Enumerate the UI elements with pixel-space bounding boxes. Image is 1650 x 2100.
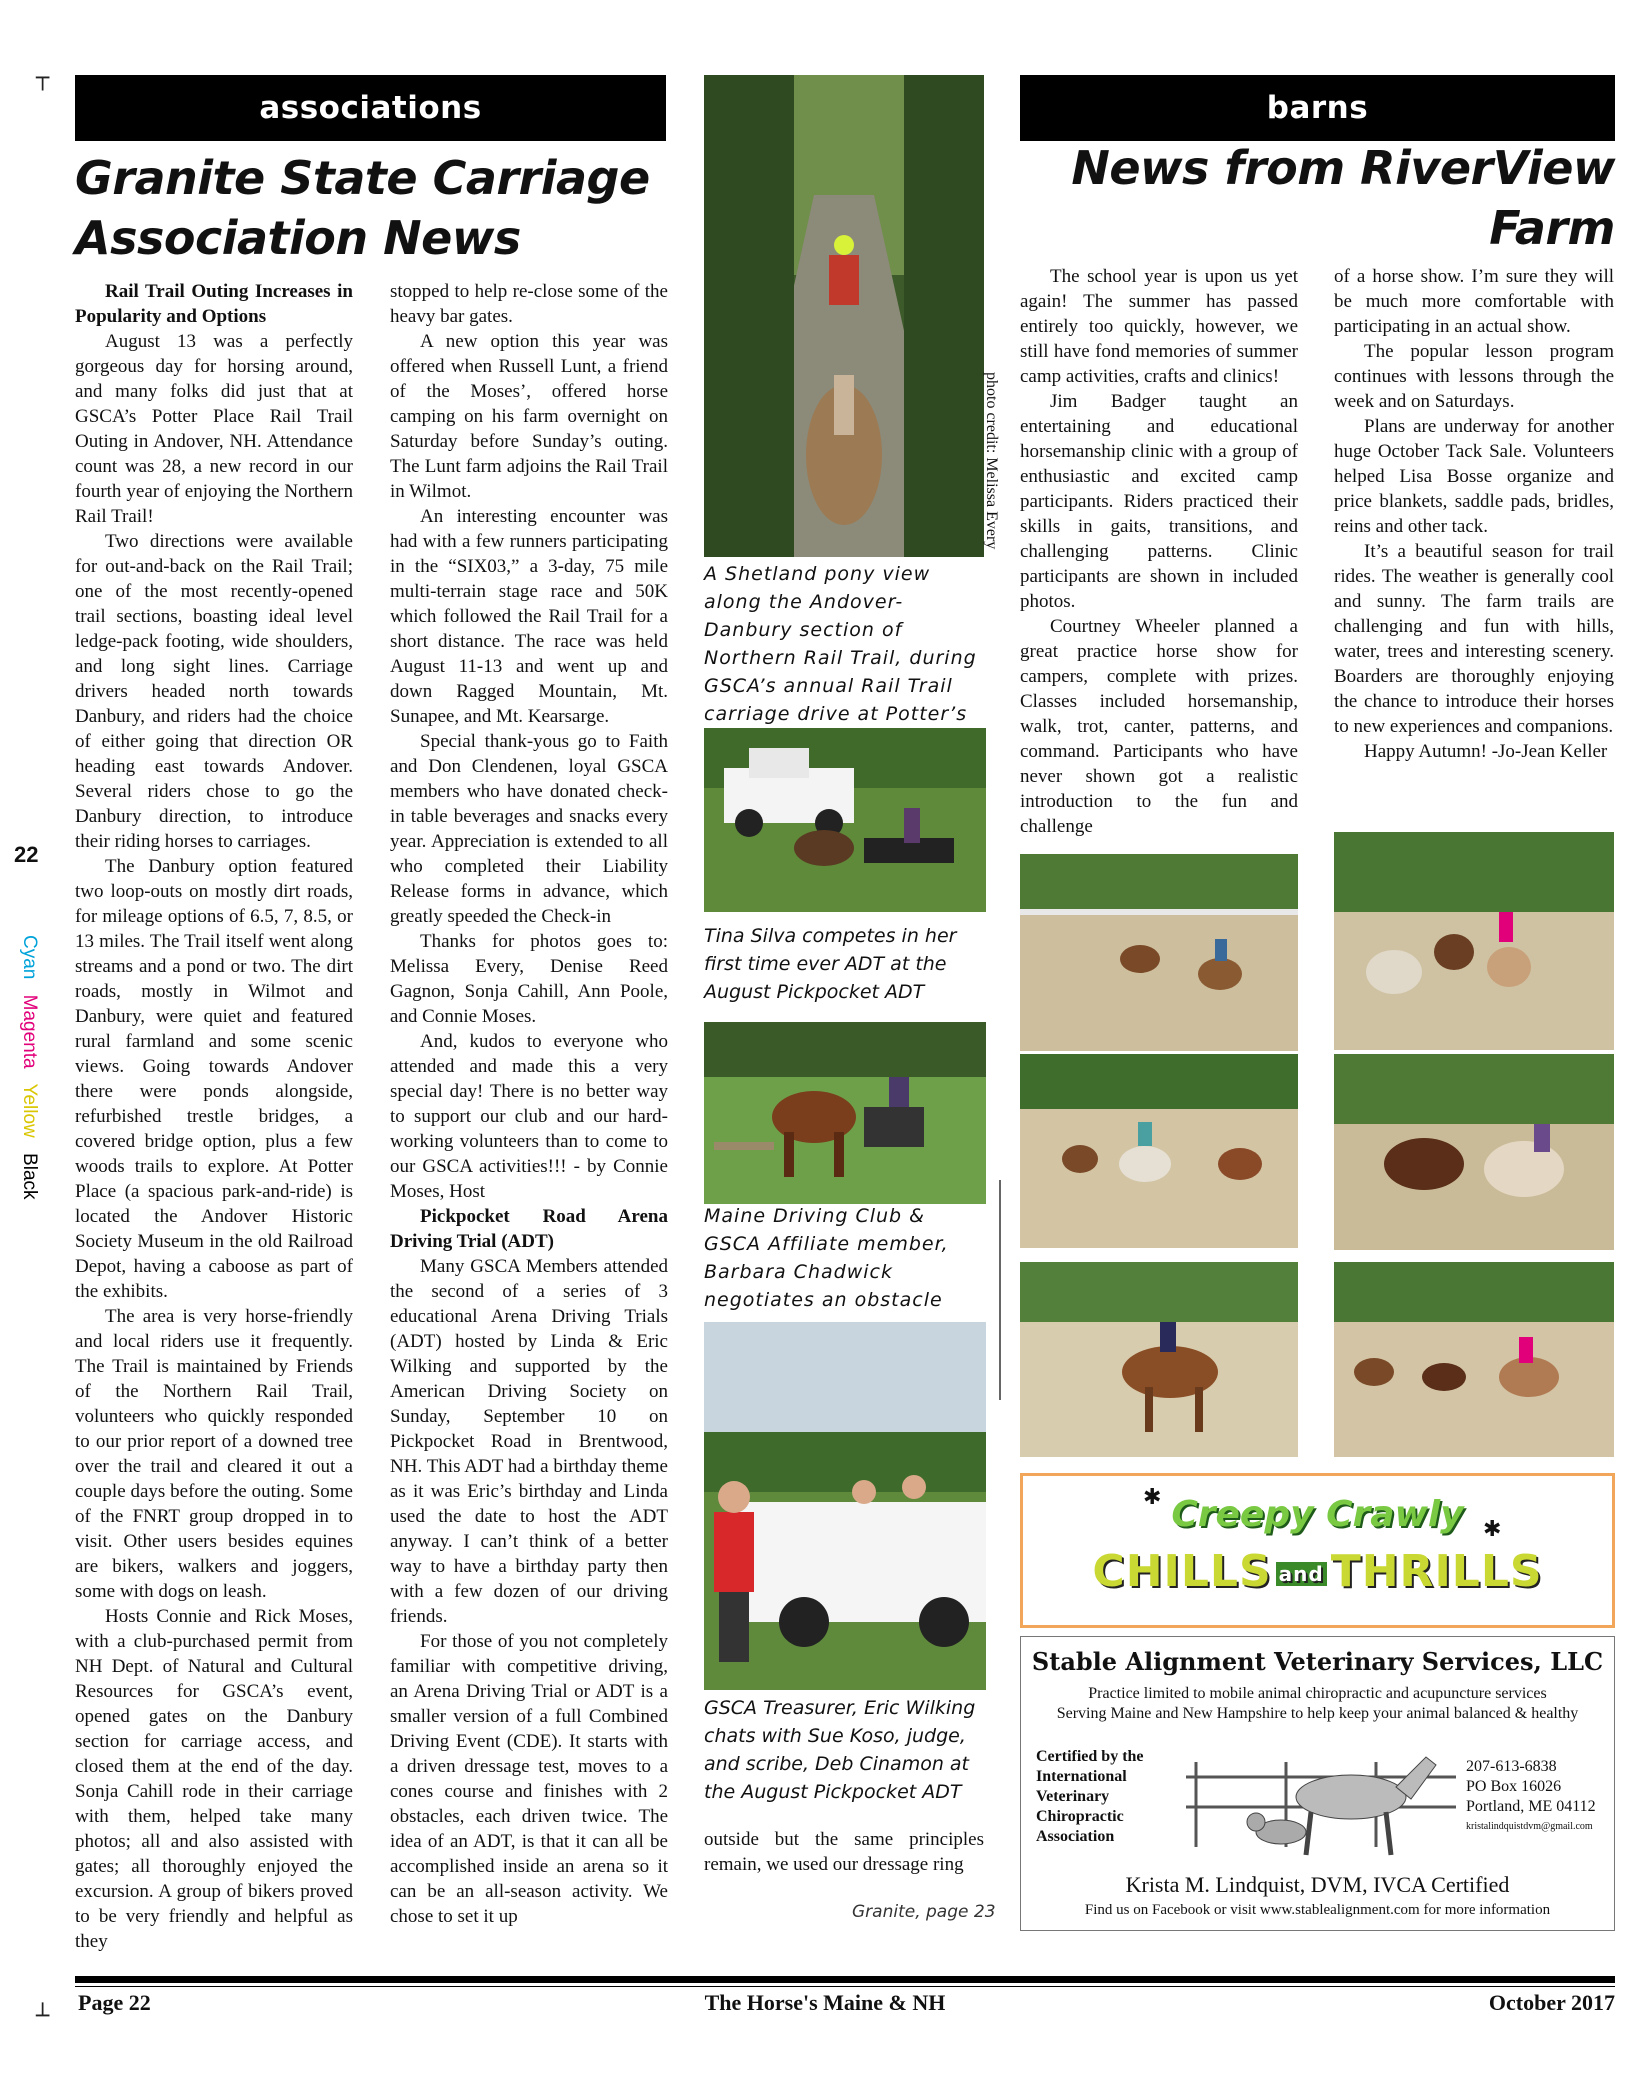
ad-creepy-crawly[interactable] bbox=[1020, 1473, 1615, 1628]
gsca-subheading-pickpocket: Pickpocket Road Arena Driving Trial (ADT) bbox=[390, 1206, 668, 1252]
riverview-column-1 bbox=[1020, 264, 1298, 839]
gsca-paragraph: For those of you not completely familiar with competitive driving, an Arena Driving Trial or ADT is a smaller version of a full Combined Driving Event (CDE). It starts with a driven dressage test, moves to a cones course and finishes with 2 obstacles, each driven twice. The idea of an ADT, is that it can all be accomplished inside an arena so it can be an all-season activity. We chose to set it up bbox=[390, 1631, 668, 1927]
gsca-headline bbox=[75, 148, 675, 268]
cmyk-magenta: Magenta bbox=[19, 994, 40, 1069]
gsca-paragraph: The Danbury option featured two loop-outs on mostly dirt roads, for mileage options of 6.5, 7, 8.5, or 13 miles. The Trail itself went along streams and a pond or two. The dirt roads, mostly in Wilmot and Danbury, were quiet and featured rural farmland and some scenic views. Going towards Andover there were ponds alongside, refurbished trestle bridges, a covered bridge option, plus a few woods trails to explore. At Potter Place (a spacious park-and-ride) is located the Andover Historic Society Museum in the old Railroad Depot, having a caboose as part of the exhibits. bbox=[75, 856, 353, 1302]
gsca-paragraph: An interesting encounter was had with a few runners participating in the “SIX03,” a 3-day, 75 mile multi-terrain stage race and 50K which followed the Rail Trail for a short distance. The race was held August 11-13 and went up and down Ragged Mountain, Mt. Sunapee, and Mt. Kearsarge. bbox=[390, 506, 668, 727]
creepy-crawly-title: Creepy Crawly bbox=[1171, 1494, 1464, 1535]
caption-eric-wilking: GSCA Treasurer, Eric Wilking chats with Sue Koso, judge, and scribe, Deb Cinamon at the August Pickpocket ADT bbox=[704, 1697, 976, 1803]
photo-riverview-3 bbox=[1020, 1054, 1298, 1248]
footer-rule-thin bbox=[75, 1986, 1615, 1987]
gsca-paragraph: stopped to help re-close some of the heavy bar gates. bbox=[390, 281, 668, 327]
stable-ad-city: Portland, ME 04112 bbox=[1466, 1798, 1596, 1815]
side-page-number: 22 bbox=[14, 842, 39, 867]
riverview-headline-line1: News from RiverView bbox=[1071, 141, 1615, 195]
riverview-paragraph: It’s a beautiful season for trail rides. The weather is generally cool and sunny. The farm trails are challenging and fun with hills, water, trees and interesting scenery. Boarders are thoroughly enjoying the chance to introduce their horses to new experiences and companions. bbox=[1334, 541, 1614, 737]
stable-ad-phone: 207-613-6838 bbox=[1466, 1758, 1557, 1775]
photo-riverview-2 bbox=[1334, 832, 1614, 1050]
stable-ad-pobox: PO Box 16026 bbox=[1466, 1778, 1562, 1795]
gsca-paragraph: Hosts Connie and Rick Moses, with a club-purchased permit from NH Dept. of Natural and Cultural Resources for GSCA’s event, opened gates on the Danbury section for carriage access, and closed them at the end of the day. Sonja Cahill rode in their carriage with them, helped take many photos; all and also assisted with gates; all thoroughly enjoyed the excursion. A group of bikers proved to be very friendly and helpful as they bbox=[75, 1606, 353, 1952]
footer-rule bbox=[75, 1976, 1615, 1983]
cmyk-cyan: Cyan bbox=[19, 935, 40, 980]
stable-ad-tagline-2: Serving Maine and New Hampshire to help keep your animal balanced & healthy bbox=[1056, 1705, 1579, 1722]
caption-tina-silva: Tina Silva competes in her first time ever ADT at the August Pickpocket ADT bbox=[704, 925, 957, 1003]
riverview-column-2 bbox=[1334, 264, 1614, 764]
gsca-paragraph: August 13 was a perfectly gorgeous day for horsing around, and many folks did just that at GSCA’s Potter Place Rail Trail Outing in Andover, NH. Attendance count was 28, a new record in our fourth year of enjoying the Northern Rail Trail! bbox=[75, 331, 353, 527]
footer-issue-date: October 2017 bbox=[1488, 1990, 1615, 2015]
crop-mark-top: ┬ bbox=[36, 66, 50, 91]
continued-reference: Granite, page 23 bbox=[852, 1902, 996, 1922]
riverview-paragraph: The popular lesson program continues with lessons through the week and on Saturdays. bbox=[1334, 341, 1614, 412]
cmyk-black: Black bbox=[19, 1153, 40, 1200]
spider-icon: ✱ bbox=[1483, 1516, 1502, 1541]
spider-icon: ✱ bbox=[1143, 1484, 1162, 1509]
stable-ad-doctor: Krista M. Lindquist, DVM, IVCA Certified bbox=[1125, 1872, 1510, 1897]
gsca-headline-line2: Association News bbox=[75, 211, 521, 265]
photo-credit: photo credit: Melissa Every bbox=[983, 372, 1000, 550]
stable-ad-name: Stable Alignment Veterinary Services, LLC bbox=[1031, 1647, 1604, 1676]
gsca-paragraph: A new option this year was offered when Russell Lunt, a friend of the Moses’, offered horse camping on his farm overnight on Saturday before Sunday’s outing. The Lunt farm adjoins the Rail Trail in Wilmot. bbox=[390, 331, 668, 502]
riverview-paragraph: Happy Autumn! -Jo-Jean Keller bbox=[1364, 741, 1608, 762]
section-banner-associations: associations bbox=[75, 75, 666, 141]
photo-riverview-5 bbox=[1020, 1262, 1298, 1457]
gsca-subheading-rail-trail: Rail Trail Outing Increases in Popularity and Options bbox=[75, 281, 353, 327]
crop-mark-bottom: ┴ bbox=[36, 2004, 50, 2029]
horse-dog-illustration bbox=[1186, 1737, 1456, 1862]
stable-ad-contact bbox=[1466, 1757, 1611, 1837]
photo-eric-wilking bbox=[704, 1322, 986, 1690]
photo-barbara-chadwick bbox=[704, 1022, 986, 1204]
gsca-paragraph: And, kudos to everyone who attended and made this a very special day! There is no better way to support our club and our hard-working volunteers than to come to our GSCA activities!!! - by Connie Moses, Host bbox=[390, 1031, 668, 1202]
riverview-paragraph: The school year is upon us yet again! The summer has passed entirely too quickly, however, we still have fond memories of summer camp activities, crafts and clinics! bbox=[1020, 266, 1298, 387]
caption-rail-trail-pony: A Shetland pony view along the Andover-Danbury section of Northern Rail Trail, during GSCA’s annual Rail Trail carriage drive at Potter’s bbox=[704, 563, 977, 725]
ad-stable-alignment[interactable] bbox=[1020, 1636, 1615, 1931]
riverview-paragraph: Courtney Wheeler planned a great practice horse show for campers, complete with prizes. Classes included horsemanship, walk, trot, canter, patterns, and command. Participants who have never shown got a realistic introduction to the fun and challenge bbox=[1020, 616, 1298, 837]
photo-riverview-6 bbox=[1334, 1262, 1614, 1457]
riverview-paragraph: Jim Badger taught an entertaining and educational horsemanship clinic with a group of enthusiastic and excited camp participants. Riders practiced their skills in gaits, transitions, and challenging patterns. Clinic participants are shown in included photos. bbox=[1020, 391, 1298, 612]
riverview-headline bbox=[1020, 138, 1615, 258]
gsca-paragraph: Two directions were available for out-and-back on the Rail Trail; one of the most recently-opened trail sections, boasting ideal level ledge-pack footing, wide shoulders, and long sight lines. Carriage drivers headed north towards Danbury, and riders had the choice of either going that direction OR heading east towards Andover. Several riders chose to go the Danbury direction, to introduce their riding horses to carriages. bbox=[75, 531, 353, 852]
section-banner-barns: barns bbox=[1020, 75, 1615, 141]
footer-publication-title: The Horse's Maine & NH bbox=[704, 1990, 946, 2015]
photo-rail-trail-pony bbox=[704, 75, 984, 557]
gsca-continuation: outside but the same principles remain, we used our dressage ring bbox=[704, 1829, 984, 1875]
riverview-headline-line2: Farm bbox=[1489, 201, 1615, 255]
chills-and-thrills: CHILLS and THRILLS bbox=[1092, 1546, 1543, 1597]
gsca-column-2 bbox=[390, 279, 668, 1929]
gsca-headline-line1: Granite State Carriage bbox=[75, 151, 650, 205]
riverview-paragraph: of a horse show. I’m sure they will be much more comfortable with participating in an actual show. bbox=[1334, 266, 1614, 337]
caption-barbara-chadwick: Maine Driving Club & GSCA Affiliate member, Barbara Chadwick negotiates an obstacle bbox=[704, 1205, 949, 1311]
photo-tina-silva bbox=[704, 728, 986, 912]
stable-ad-certified: Certified by the International Veterinary Chiropractic Association bbox=[1036, 1748, 1144, 1845]
footer-page-number: Page 22 bbox=[78, 1990, 151, 2015]
gsca-paragraph: The area is very horse-friendly and local riders use it frequently. The Trail is maintained by Friends of the Northern Rail Trail, volunteers who quickly responded to our prior report of a downed tree over the trail and cleared it out a couple days before the outing. Some of the FNRT group dropped in to visit. Other users besides equines are bikers, walkers and joggers, some with dogs on leash. bbox=[75, 1306, 353, 1602]
gsca-paragraph: Special thank-yous go to Faith and Don Clendenen, loyal GSCA members who have donated check-in table beverages and snacks every year. Appreciation is extended to all who completed their Liability Release forms in advance, which greatly speeded the Check-in bbox=[390, 731, 668, 927]
gsca-column-1 bbox=[75, 279, 353, 1954]
gsca-paragraph: Thanks for photos goes to: Melissa Every, Denise Reed Gagnon, Sonja Cahill, Ann Poole, and Connie Moses. bbox=[390, 931, 668, 1027]
photo-riverview-4 bbox=[1334, 1054, 1614, 1250]
stable-ad-email[interactable]: kristalindquistdvm@gmail.com bbox=[1466, 1821, 1593, 1832]
stable-ad-tagline-1: Practice limited to mobile animal chiropractic and acupuncture services bbox=[1088, 1685, 1547, 1702]
cmyk-color-bar bbox=[14, 935, 40, 1235]
cmyk-yellow: Yellow bbox=[19, 1083, 40, 1138]
riverview-paragraph: Plans are underway for another huge October Tack Sale. Volunteers helped Lisa Bosse organize and price blankets, saddle pads, bridles, reins and other tack. bbox=[1334, 416, 1614, 537]
column-divider bbox=[999, 1180, 1001, 1400]
gsca-paragraph: Many GSCA Members attended the second of a series of 3 educational Arena Driving Trials (ADT) hosted by Linda & Eric Wilking and supported by the American Driving Society on Sunday, September 10 on Pickpocket Road in Brentwood, NH. This ADT had a birthday theme as it was Eric’s birthday and Linda used the date to host the ADT anyway. I can’t think of a better way to have a birthday party then with a few dozen of our driving friends. bbox=[390, 1256, 668, 1627]
stable-ad-footer[interactable]: Find us on Facebook or visit www.stablealignment.com for more information bbox=[1084, 1902, 1551, 1918]
photo-riverview-1 bbox=[1020, 854, 1298, 1051]
